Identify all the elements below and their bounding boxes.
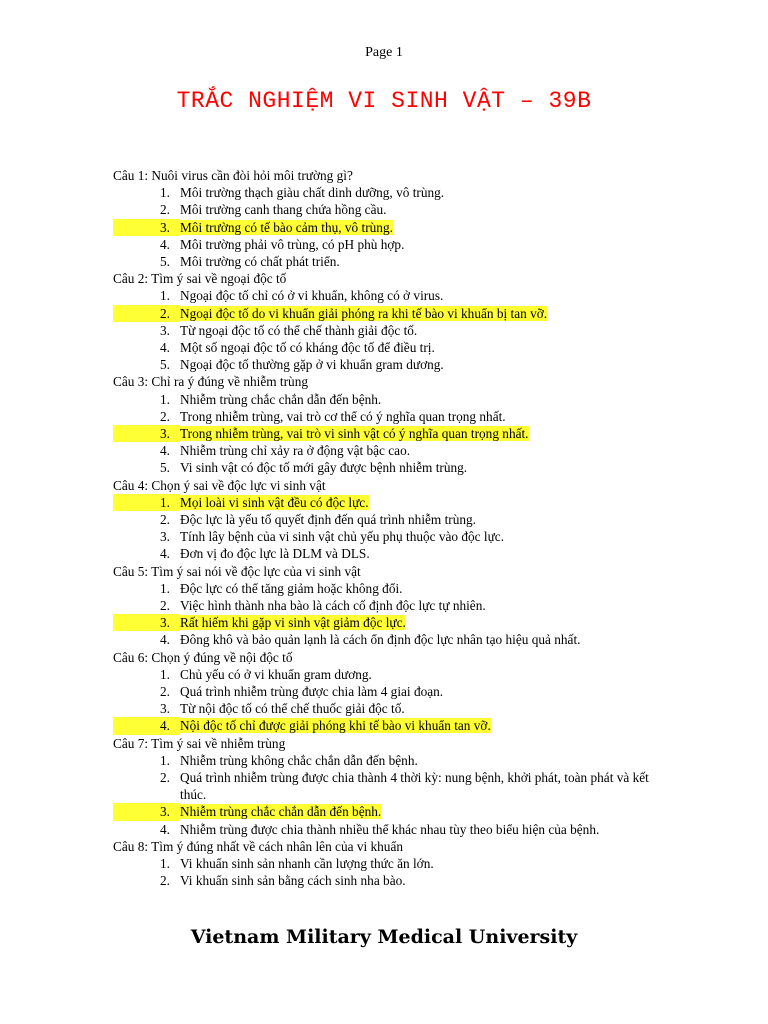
option-number: 5.	[160, 254, 170, 269]
option-text: Từ nội độc tố có thể chế thuốc giải độc tố.	[180, 701, 405, 717]
option-text: Rất hiếm khi gặp vi sinh vật giảm độc lực.	[180, 615, 406, 631]
answer-option	[113, 683, 673, 700]
answer-option	[113, 339, 673, 356]
option-text: Nhiễm trùng không chắc chắn dẫn đến bệnh.	[180, 752, 418, 768]
answer-option	[113, 459, 673, 476]
option-number: 3.	[113, 425, 180, 442]
page-number: Page 1	[365, 45, 403, 60]
option-number: 1.	[113, 494, 180, 511]
option-text: Vi khuẩn sinh sản nhanh cần lượng thức ăn lớn.	[180, 856, 434, 871]
answer-option	[113, 545, 673, 562]
answer-option	[113, 511, 673, 528]
question-text: Câu 1: Nuôi virus cần đòi hỏi môi trường gì?	[113, 168, 353, 183]
option-text: Một số ngoại độc tố có kháng độc tố để điều trị.	[180, 340, 435, 355]
answer-option-highlighted	[113, 803, 673, 820]
question-text: Câu 3: Chỉ ra ý đúng về nhiễm trùng	[113, 374, 308, 390]
answer-option-highlighted	[113, 614, 673, 631]
option-text: Nhiễm trùng chắc chắn dẫn đến bệnh.	[180, 804, 382, 820]
answer-option	[113, 287, 673, 304]
option-text: Tính lây bệnh của vi sinh vật chủ yếu phụ thuộc vào độc lực.	[180, 529, 505, 545]
option-number: 4.	[160, 821, 170, 837]
answer-option	[113, 391, 673, 408]
question-text: Câu 8: Tìm ý đúng nhất về cách nhân lên của vi khuẩn	[113, 838, 403, 854]
option-number: 2.	[160, 684, 170, 699]
option-number: 3.	[113, 803, 180, 820]
answer-option	[113, 872, 673, 889]
option-text: Mọi loài vi sinh vật đều có độc lực.	[180, 494, 369, 510]
option-text: Nhiễm trùng được chia thành nhiều thể khác nhau tùy theo biểu hiện của bệnh.	[180, 821, 600, 837]
option-text: Chủ yếu có ở vi khuẩn gram dương.	[180, 666, 372, 682]
answer-option	[113, 752, 673, 769]
option-text: Môi trường phải vô trùng, có pH phù hợp.	[180, 236, 405, 252]
option-number: 4.	[160, 443, 170, 459]
option-number: 2.	[160, 873, 170, 889]
answer-option	[113, 666, 673, 683]
option-number: 3.	[113, 614, 180, 631]
option-text: Trong nhiễm trùng, vai trò vi sinh vật có ý nghĩa quan trọng nhất.	[180, 426, 529, 441]
answer-option	[113, 528, 673, 545]
answer-option	[113, 408, 673, 425]
answer-option	[113, 356, 673, 373]
option-text: Đơn vị đo độc lực là DLM và DLS.	[180, 546, 370, 562]
question-text: Câu 4: Chọn ý sai về độc lực vi sinh vật	[113, 477, 326, 493]
option-number: 2.	[160, 202, 170, 218]
question-text: Câu 2: Tìm ý sai về ngoại độc tố	[113, 271, 287, 287]
option-text: Môi trường canh thang chứa hồng cầu.	[180, 202, 387, 218]
option-number: 4.	[113, 717, 180, 734]
option-text: Đông khô và bảo quản lạnh là cách ổn định độc lực nhân tạo hiệu quả nhất.	[180, 632, 581, 648]
option-text: Độc lực có thể tăng giảm hoặc không đổi.	[180, 580, 403, 596]
document-title: TRẮC NGHIỆM VI SINH VẬT – 39B	[176, 88, 592, 114]
question-text: Câu 5: Tìm ý sai nói về độc lực của vi sinh vật	[113, 563, 361, 579]
option-number: 4.	[160, 632, 170, 648]
answer-option	[113, 597, 673, 614]
option-number: 4.	[160, 546, 170, 562]
option-number: 2.	[160, 598, 170, 613]
option-number: 3.	[113, 219, 180, 236]
option-number: 4.	[160, 236, 170, 252]
option-text: Trong nhiễm trùng, vai trò cơ thể có ý nghĩa quan trọng nhất.	[180, 408, 506, 424]
answer-option	[113, 700, 673, 717]
answer-option	[113, 442, 673, 459]
answer-option	[113, 821, 673, 838]
option-text: Ngoại độc tố chỉ có ở vi khuẩn, không có ở virus.	[180, 288, 444, 304]
option-text: Vi sinh vật có độc tố mới gây được bệnh nhiễm trùng.	[180, 460, 468, 476]
option-number: 1.	[160, 391, 170, 407]
option-text: Từ ngoại độc tố có thể chế thành giải độc tố.	[180, 322, 418, 338]
option-number: 2.	[160, 512, 170, 527]
answer-option-highlighted	[113, 717, 673, 734]
option-number: 2.	[160, 770, 170, 785]
answer-option	[113, 184, 673, 201]
option-number: 1.	[160, 185, 170, 201]
answer-option	[113, 631, 673, 648]
footer-university: Vietnam Military Medical University	[190, 926, 578, 948]
option-number: 5.	[160, 460, 170, 476]
option-number: 3.	[160, 701, 170, 717]
answer-option	[113, 769, 673, 803]
option-number: 1.	[160, 288, 170, 304]
answer-option	[113, 253, 673, 270]
option-number: 1.	[160, 666, 170, 682]
option-text: Môi trường có chất phát triển.	[180, 254, 340, 269]
option-number: 1.	[160, 856, 170, 871]
option-number: 1.	[160, 580, 170, 596]
option-text: Nhiễm trùng chỉ xảy ra ở động vật bậc cao.	[180, 443, 411, 459]
answer-option	[113, 855, 673, 872]
option-text: Ngoại độc tố thường gặp ở vi khuẩn gram dương.	[180, 357, 444, 373]
option-text: Môi trường thạch giàu chất dinh dưỡng, vô trùng.	[180, 185, 445, 201]
option-text: Việc hình thành nha bào là cách cố định độc lực tự nhiên.	[180, 598, 486, 613]
option-text: Nội độc tố chỉ được giải phóng khi tế bào vi khuẩn tan vỡ.	[180, 718, 491, 734]
answer-option-highlighted	[113, 494, 673, 511]
question-list	[113, 167, 673, 889]
option-text: Độc lực là yếu tố quyết định đến quá trình nhiễm trùng.	[180, 512, 476, 527]
answer-option	[113, 201, 673, 218]
option-text: Quá trình nhiễm trùng được chia thành 4 thời kỳ: nung bệnh, khởi phát, toàn phát và kết thúc.	[180, 770, 649, 803]
option-number: 3.	[160, 322, 170, 338]
option-number: 2.	[160, 408, 170, 424]
answer-option	[113, 236, 673, 253]
option-number: 2.	[113, 305, 180, 322]
answer-option-highlighted	[113, 425, 673, 442]
answer-option	[113, 322, 673, 339]
option-text: Vi khuẩn sinh sản bằng cách sinh nha bào.	[180, 873, 406, 889]
option-text: Nhiễm trùng chắc chắn dẫn đến bệnh.	[180, 391, 382, 407]
option-number: 5.	[160, 357, 170, 373]
answer-option-highlighted	[113, 305, 673, 322]
answer-option	[113, 580, 673, 597]
option-number: 4.	[160, 340, 170, 355]
answer-option-highlighted	[113, 219, 673, 236]
option-text: Môi trường có tế bào cảm thụ, vô trùng.	[180, 219, 393, 235]
option-number: 1.	[160, 752, 170, 768]
option-number: 3.	[160, 529, 170, 545]
question-text: Câu 6: Chọn ý đúng về nội độc tố	[113, 649, 293, 665]
option-text: Quá trình nhiễm trùng được chia làm 4 giai đoạn.	[180, 684, 444, 699]
option-text: Ngoại độc tố do vi khuẩn giải phóng ra khi tế bào vi khuẩn bị tan vỡ.	[180, 305, 548, 321]
question-text: Câu 7: Tìm ý sai về nhiễm trùng	[113, 735, 286, 751]
